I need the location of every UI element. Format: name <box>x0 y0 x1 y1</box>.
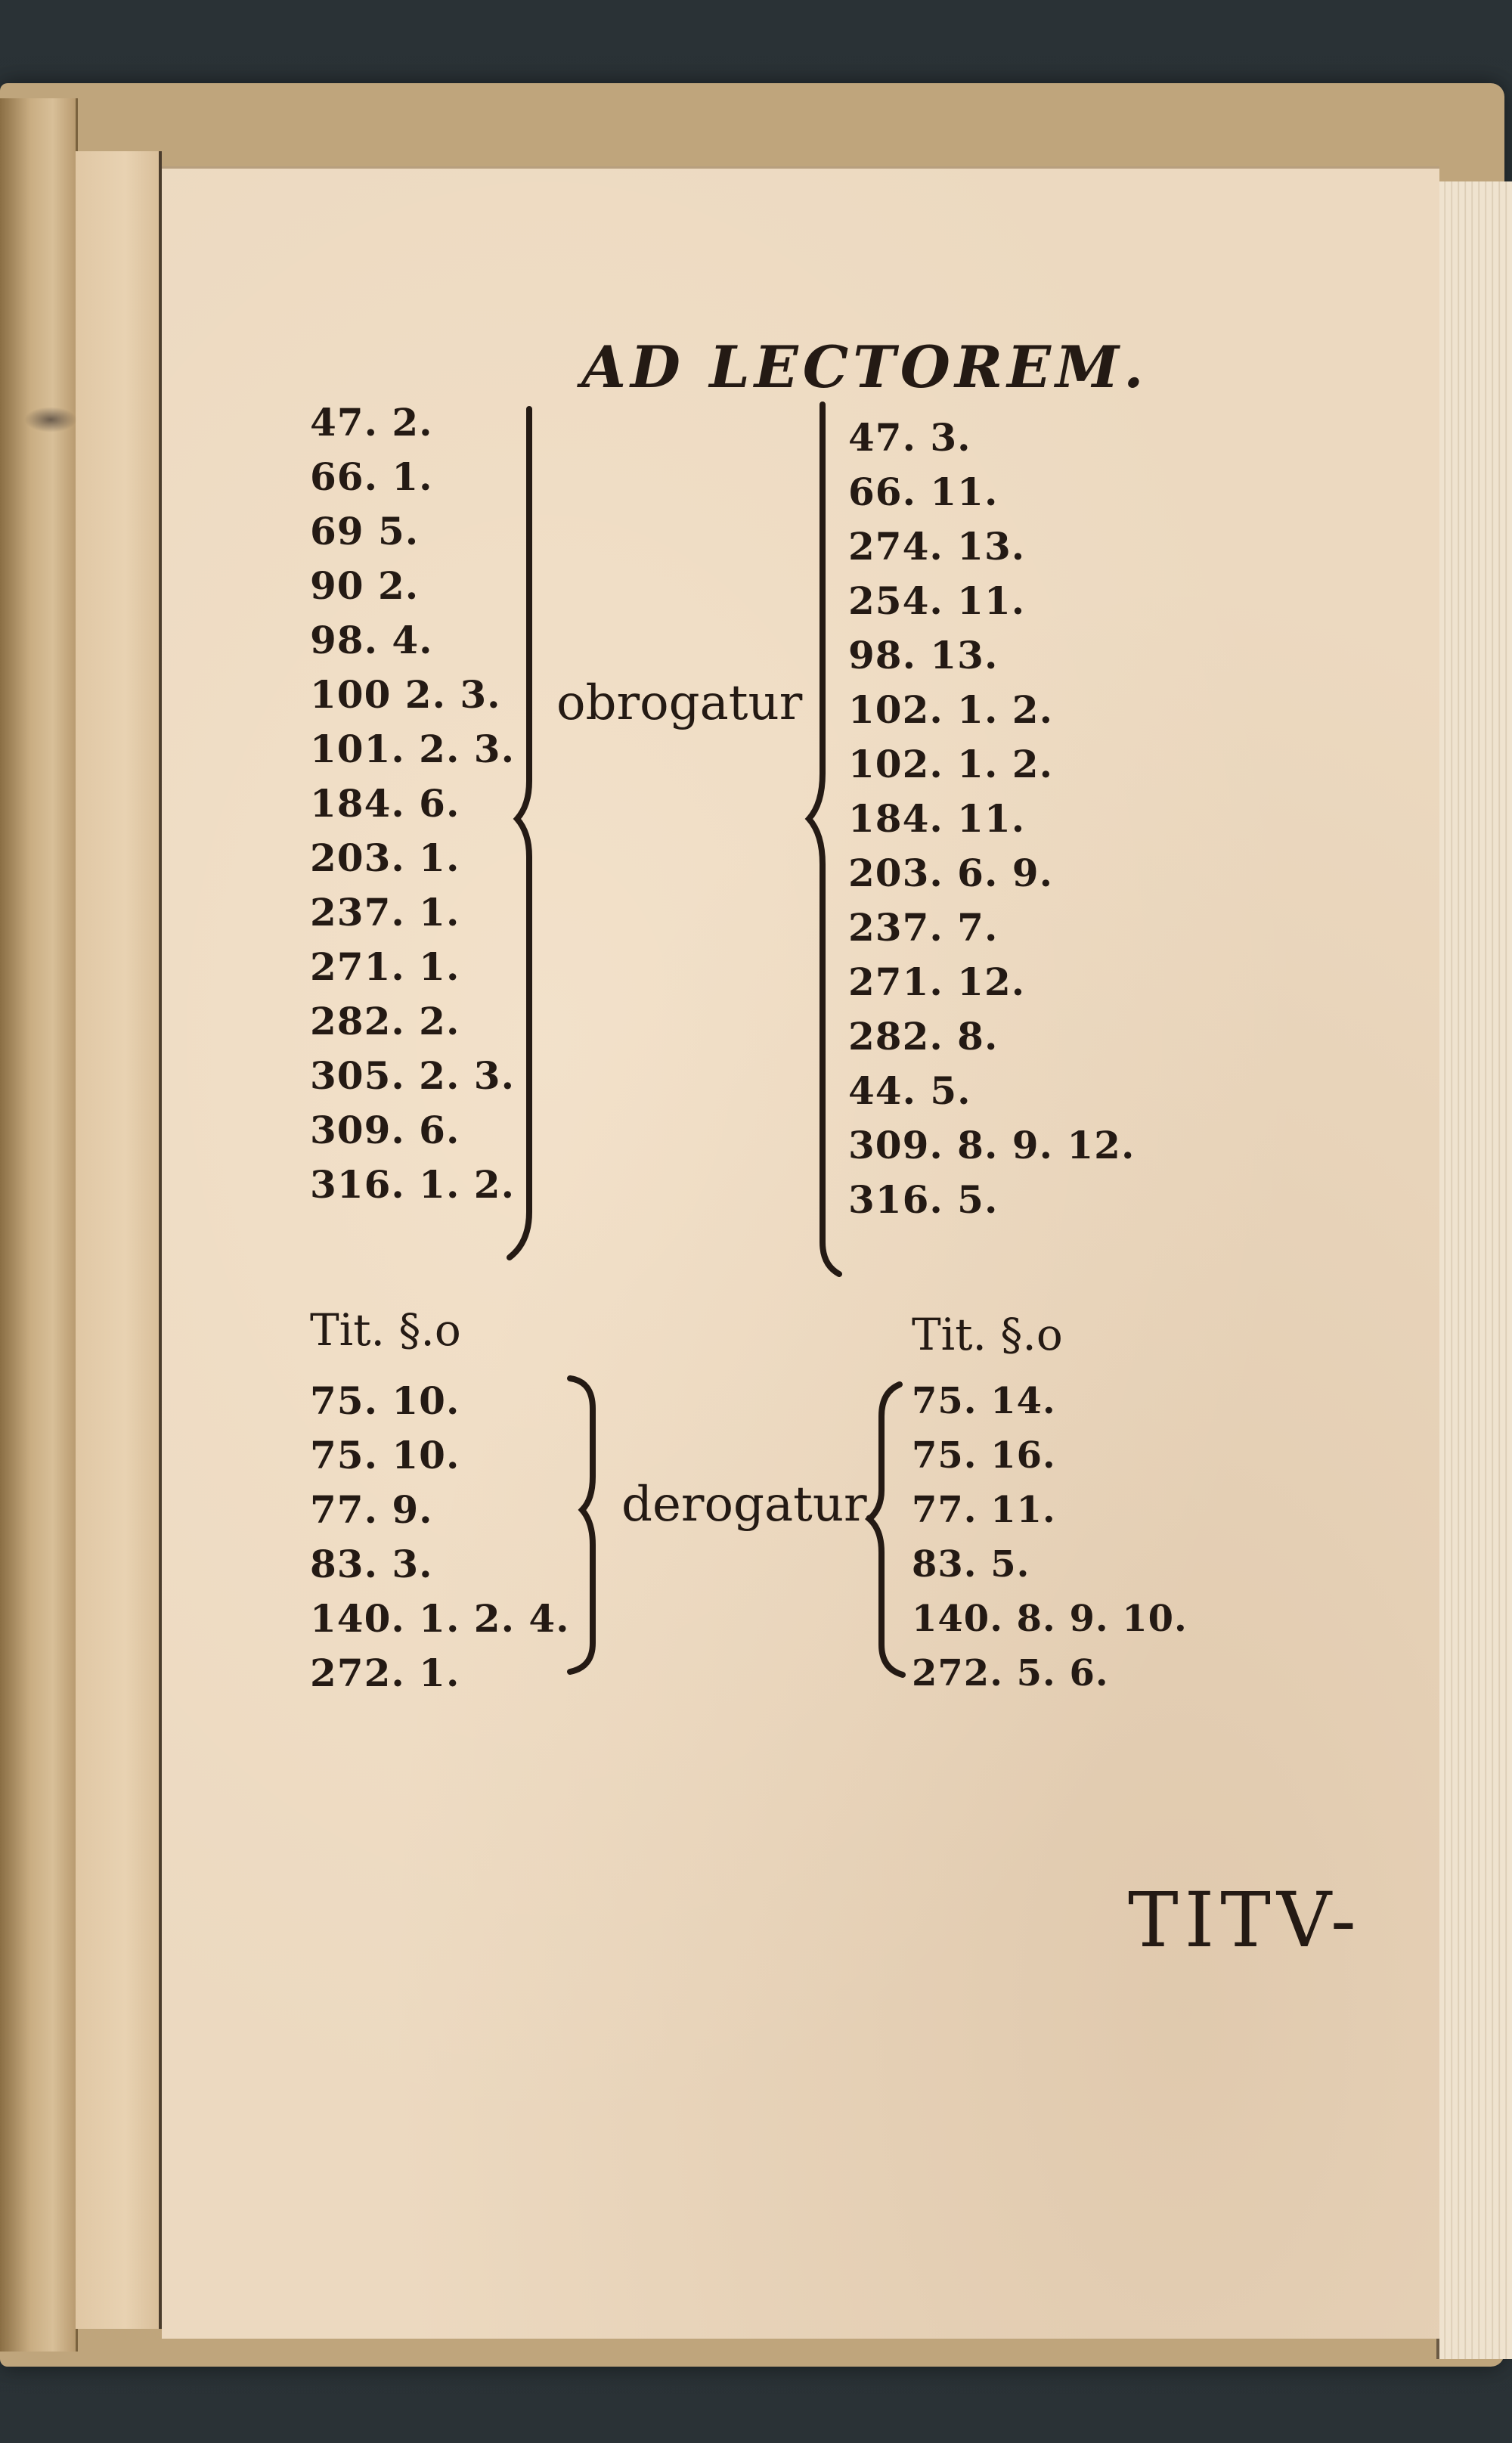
reference-entry: 140. 1. 2. 4. <box>310 1596 570 1641</box>
reference-entry: 98. 13. <box>848 633 999 677</box>
reference-entry: 66. 1. <box>310 454 433 499</box>
reference-entry: 316. 5. <box>848 1177 999 1222</box>
derogatur-right-brace <box>162 169 1439 2339</box>
reference-entry: 203. 1. <box>310 836 460 880</box>
reference-entry: 203. 6. 9. <box>848 851 1053 895</box>
reference-entry: 75. 10. <box>310 1433 460 1477</box>
reference-entry: 102. 1. 2. <box>848 742 1053 786</box>
reference-entry: 83. 3. <box>310 1542 433 1586</box>
reference-entry: 66. 11. <box>848 470 999 514</box>
reference-entry: 47. 3. <box>848 415 971 460</box>
page-stack-edge <box>1436 181 1512 2359</box>
reference-entry: 309. 8. 9. 12. <box>848 1123 1136 1167</box>
reference-entry: 272. 1. <box>310 1651 460 1695</box>
reference-entry: 184. 6. <box>310 781 460 826</box>
reference-entry: 69 5. <box>310 509 420 553</box>
reference-entry: 272. 5. 6. <box>912 1652 1109 1694</box>
reference-entry: 282. 2. <box>310 999 460 1043</box>
derogatur-right-heading: Tit. §.o <box>912 1309 1063 1360</box>
reference-entry: 309. 6. <box>310 1108 460 1152</box>
reference-entry: 237. 7. <box>848 905 999 950</box>
reference-entry: 271. 1. <box>310 944 460 989</box>
reference-entry: 140. 8. 9. 10. <box>912 1598 1188 1640</box>
ink-stain <box>24 407 77 432</box>
book-cover-edge <box>0 98 78 2352</box>
reference-entry: 75. 10. <box>310 1378 460 1423</box>
reference-entry: 77. 11. <box>912 1489 1056 1531</box>
reference-entry: 44. 5. <box>848 1068 971 1113</box>
reference-entry: 305. 2. 3. <box>310 1053 515 1098</box>
reference-entry: 100 2. 3. <box>310 672 501 717</box>
obrogatur-label: obrogatur <box>556 675 803 731</box>
reference-entry: 237. 1. <box>310 890 460 935</box>
catchword: TITV- <box>1128 1876 1362 1964</box>
reference-entry: 271. 12. <box>848 960 1026 1004</box>
reference-entry: 184. 11. <box>848 796 1026 841</box>
reference-entry: 101. 2. 3. <box>310 727 515 771</box>
reference-entry: 274. 13. <box>848 524 1026 569</box>
page-heading: AD LECTOREM. <box>581 333 1148 401</box>
reference-entry: 98. 4. <box>310 618 433 662</box>
reference-entry: 83. 5. <box>912 1543 1030 1586</box>
book-inner-margin <box>76 151 162 2329</box>
reference-entry: 316. 1. 2. <box>310 1162 515 1207</box>
reference-entry: 282. 8. <box>848 1014 999 1059</box>
book-page <box>162 166 1439 2339</box>
derogatur-label: derogatur. <box>621 1477 877 1533</box>
reference-entry: 90 2. <box>310 563 420 608</box>
reference-entry: 47. 2. <box>310 400 433 445</box>
reference-entry: 77. 9. <box>310 1487 433 1532</box>
reference-entry: 75. 16. <box>912 1434 1056 1477</box>
reference-entry: 75. 14. <box>912 1380 1056 1422</box>
reference-entry: 102. 1. 2. <box>848 687 1053 732</box>
reference-entry: 254. 11. <box>848 578 1026 623</box>
derogatur-left-heading: Tit. §.o <box>310 1304 461 1356</box>
